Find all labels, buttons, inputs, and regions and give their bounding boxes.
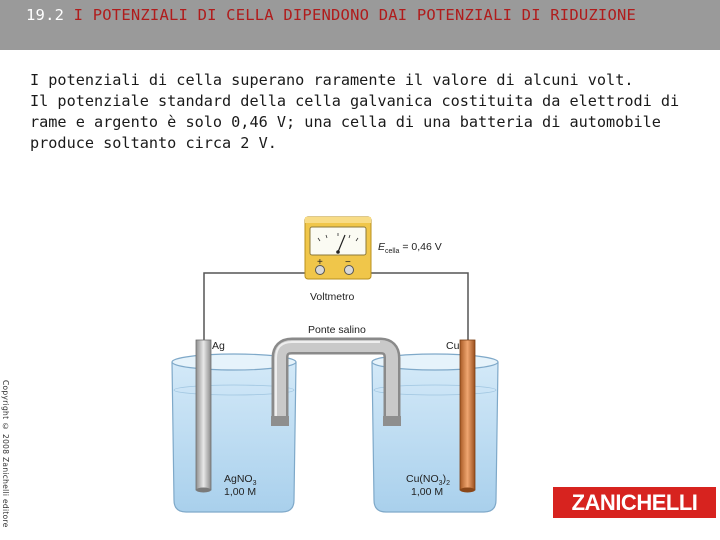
section-title: I POTENZIALI DI CELLA DIPENDONO DAI POTENZIALI DI RIDUZIONE (64, 6, 637, 24)
zanichelli-logo: ZANICHELLI (553, 487, 716, 518)
plus-label: + (317, 257, 323, 268)
silver-electrode (196, 340, 211, 493)
wire-left (204, 268, 320, 340)
copper-electrode-label: Cu (446, 340, 460, 352)
left-solution-concentration: 1,00 M (224, 486, 257, 498)
silver-electrode-label: Ag (212, 340, 225, 352)
voltmeter (305, 217, 371, 279)
emf-label: $E_{cella} = 0,46$ V (378, 241, 442, 255)
right-solution-concentration: 1,00 M (411, 486, 444, 498)
salt-bridge-label: Ponte salino (308, 324, 366, 336)
right-solution-label: $Cu(NO_3)_2$ (406, 473, 450, 487)
left-solution-label: AgNO$_3$ (224, 473, 257, 487)
minus-label: − (345, 257, 351, 268)
section-number: 19.2 (26, 6, 65, 24)
body-line-1: I potenziali di cella superano raramente il valore di alcuni volt. (30, 71, 634, 89)
body-line-2: Il potenziale standard della cella galvanica costituita da elettrodi di rame e argento è solo 0,46 V; una cella di una batteria di automobile produce soltanto circa 2 V. (30, 92, 680, 152)
copyright-notice: Copyright © 2008 Zanichelli editore (1, 380, 10, 528)
copper-electrode (460, 340, 475, 493)
voltmeter-label: Voltmetro (310, 291, 355, 303)
